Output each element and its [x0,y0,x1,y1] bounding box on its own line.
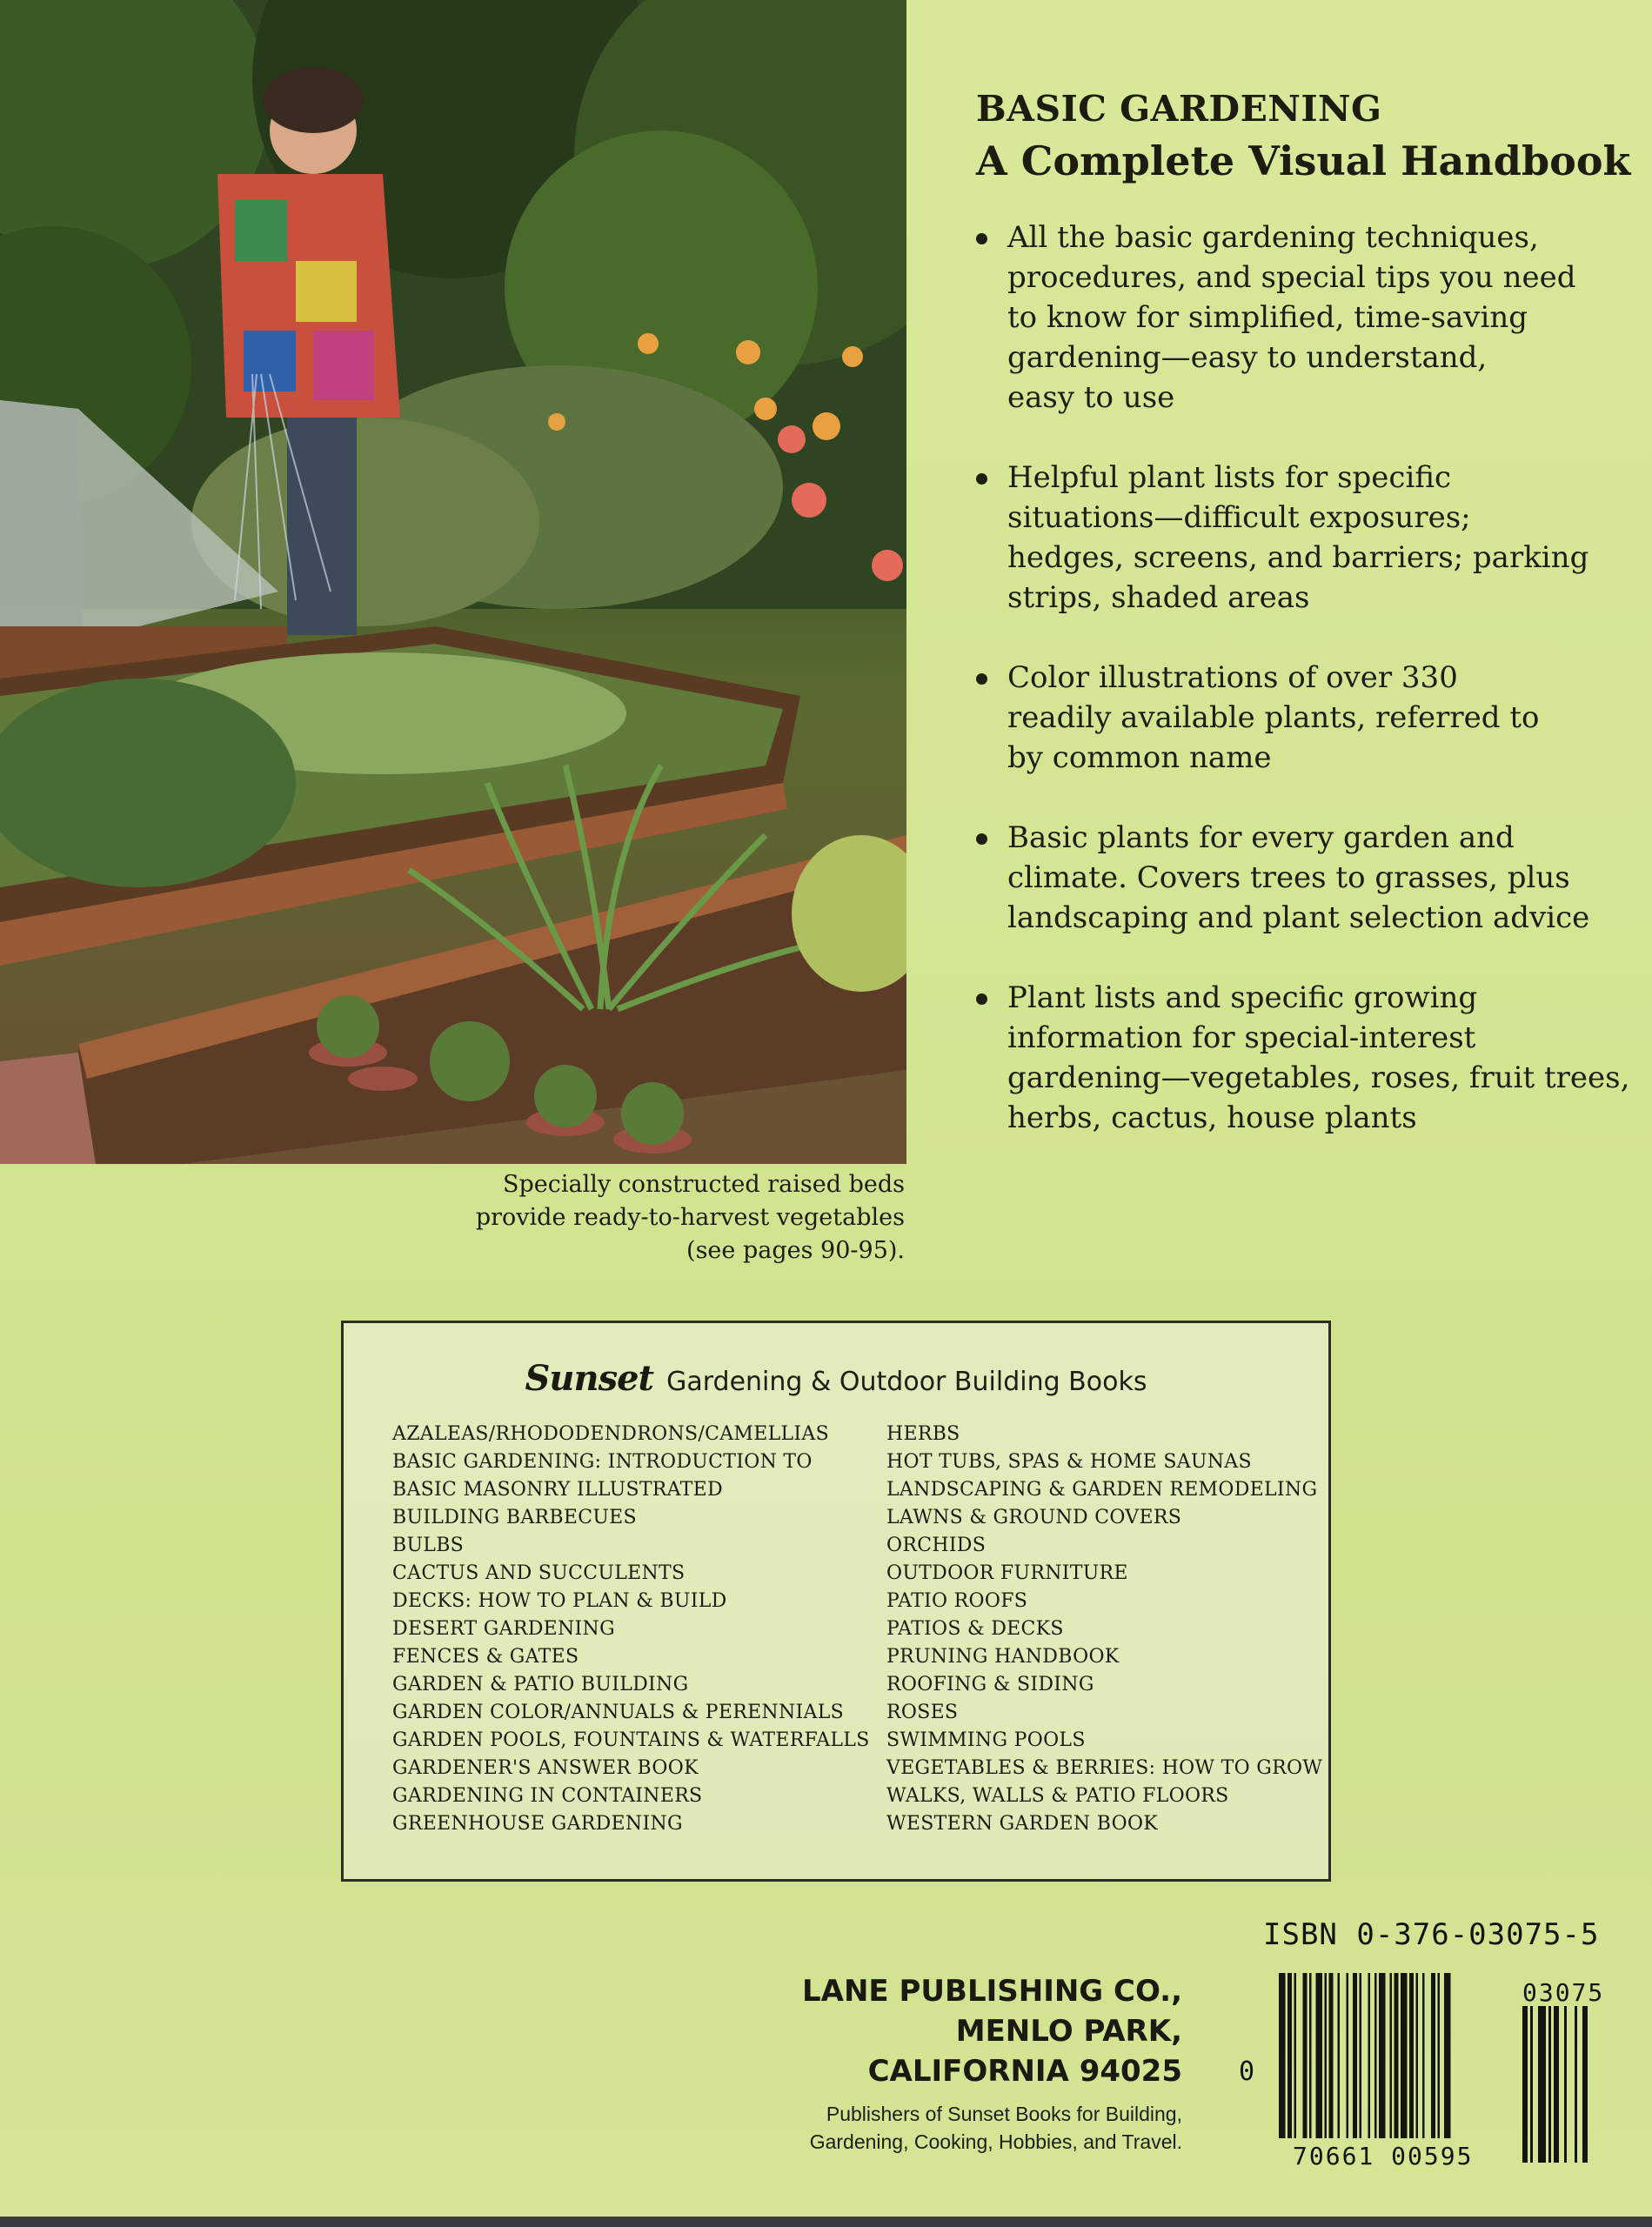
spacer [976,778,1637,818]
feature-line: hedges, screens, and barriers; parking [1007,540,1589,575]
book-title-item: ORCHIDS [886,1535,987,1556]
book-title-item: SWIMMING POOLS [886,1729,1086,1751]
bullet-icon [976,473,987,485]
book-title-item: HOT TUBS, SPAS & HOME SAUNAS [886,1451,1252,1473]
barcode-bar [1395,1973,1399,2138]
book-title-item: ROSES [886,1702,959,1723]
book-title-item: DESERT GARDENING [392,1618,615,1640]
book-title-item: GARDEN & PATIO BUILDING [392,1674,689,1695]
bullet-icon [976,673,987,685]
barcode-bar [1431,1973,1435,2138]
barcode-bar [1294,1973,1297,2138]
barcode-bar [1374,1973,1377,2138]
book-title-item: BASIC GARDENING: INTRODUCTION TO [392,1451,813,1473]
scan-edge [0,2217,1652,2227]
barcode-bar [1338,1973,1341,2138]
barcode-supplement-bar [1575,2006,1577,2163]
publisher-line: MENLO PARK, [955,2014,1182,2049]
book-title-item: VEGETABLES & BERRIES: HOW TO GROW [886,1757,1323,1779]
tagline-line: Gardening, Cooking, Hobbies, and Travel. [809,2130,1182,2153]
feature-line: Helpful plant lists for specific [1007,460,1452,495]
book-series-title: Gardening & Outdoor Building Books [666,1367,1147,1397]
feature-item [976,978,1637,1138]
book-title-item: AZALEAS/RHODODENDRONS/CAMELLIAS [392,1423,829,1445]
book-list-left [392,1421,870,1838]
feature-item [976,217,1637,418]
book-title-item: BULBS [392,1535,465,1556]
book-title-item: HERBS [886,1423,960,1445]
barcode-bar [1303,1973,1308,2138]
book-title-item: ROOFING & SIDING [886,1674,1094,1695]
bullet-icon [976,233,987,244]
garden-photo [0,0,906,1164]
barcode-number: 70661 00595 [1293,2142,1474,2170]
barcode-bar [1401,1973,1408,2138]
feature-line: landscaping and plant selection advice [1007,900,1590,935]
feature-line: Plant lists and specific growing [1007,980,1478,1015]
feature-line: procedures, and special tips you need [1007,260,1576,295]
publisher-tagline [810,2100,1182,2156]
book-title-item: FENCES & GATES [392,1646,579,1668]
barcode-bar [1422,1973,1425,2138]
barcode-bar [1390,1973,1393,2138]
barcode-bar [1416,1973,1419,2138]
feature-line: readily available plants, referred to [1007,700,1540,735]
publisher-address [802,1971,1182,2091]
book-list-right [886,1421,1322,1838]
feature-line: All the basic gardening techniques, [1007,220,1539,255]
book-title-item: BUILDING BARBECUES [392,1507,637,1528]
spacer [976,938,1637,978]
barcode-bar [1347,1973,1349,2138]
book-title-item: OUTDOOR FURNITURE [886,1562,1128,1584]
feature-line: to know for simplified, time-saving [1007,300,1528,335]
barcode-bar [1353,1973,1357,2138]
book-title-item: BASIC MASONRY ILLUSTRATED [392,1479,723,1501]
book-title-item: GARDEN POOLS, FOUNTAINS & WATERFALLS [392,1729,870,1751]
book-title-item: LANDSCAPING & GARDEN REMODELING [886,1479,1318,1501]
book-series-box [341,1321,1331,1882]
feature-line: easy to use [1007,380,1175,415]
barcode-bar [1360,1973,1362,2138]
book-title: BASIC GARDENING [976,88,1382,130]
book-title-item: WESTERN GARDEN BOOK [886,1813,1159,1835]
headline [976,84,1630,188]
barcode-bar [1444,1973,1451,2138]
barcode-bar [1316,1973,1323,2138]
feature-line: climate. Covers trees to grasses, plus [1007,860,1570,895]
feature-item [976,818,1637,938]
feature-line: gardening—vegetables, roses, fruit trees, [1007,1060,1630,1095]
book-series-heading [344,1358,1328,1399]
isbn-number: ISBN 0-376-03075-5 [1263,1917,1600,1952]
book-title-item: GREENHOUSE GARDENING [392,1813,683,1835]
barcode-bar [1309,1973,1312,2138]
book-title-item: GARDEN COLOR/ANNUALS & PERENNIALS [392,1702,844,1723]
feature-line: situations—difficult exposures; [1007,500,1471,535]
barcode-bar [1279,1973,1286,2138]
barcode-bar [1287,1973,1292,2138]
tagline-line: Publishers of Sunset Books for Building, [826,2103,1182,2125]
sunset-logo: Sunset [525,1358,654,1399]
barcode-supplement-bar [1548,2006,1551,2163]
barcode-bar [1379,1973,1386,2138]
barcode-bar [1368,1973,1371,2138]
barcode-bar [1325,1973,1328,2138]
barcode-supplement-bar [1554,2006,1559,2163]
feature-item [976,458,1637,618]
book-title-item: CACTUS AND SUCCULENTS [392,1562,686,1584]
feature-line: herbs, cactus, house plants [1007,1100,1417,1135]
book-title-item: GARDENER'S ANSWER BOOK [392,1757,699,1779]
barcode-supplement-bar [1530,2006,1533,2163]
book-title-item: GARDENING IN CONTAINERS [392,1785,703,1807]
publisher-line: CALIFORNIA 94025 [867,2054,1182,2089]
feature-item [976,658,1637,778]
caption-line: (see pages 90-95). [686,1237,905,1264]
barcode-supplement-bar [1582,2006,1588,2163]
barcode-prefix: 0 [1239,2056,1255,2087]
book-title-item: PATIO ROOFS [886,1590,1028,1612]
feature-list [976,217,1637,1138]
garden-photo-illustration [0,0,906,1164]
barcode-supplement-bar [1564,2006,1567,2163]
book-subtitle: A Complete Visual Handbook [976,137,1631,184]
feature-line: Basic plants for every garden and [1007,820,1515,855]
barcode-supplement-bar [1538,2006,1546,2163]
feature-line: gardening—easy to understand, [1007,340,1488,375]
book-title-item: WALKS, WALLS & PATIO FLOORS [886,1785,1229,1807]
spacer [976,618,1637,658]
book-title-item: LAWNS & GROUND COVERS [886,1507,1182,1528]
feature-line: information for special-interest [1007,1020,1476,1055]
barcode-bar [1438,1973,1441,2138]
publisher-line: LANE PUBLISHING CO., [802,1974,1182,2009]
feature-line: by common name [1007,740,1272,775]
feature-line: Color illustrations of over 330 [1007,660,1458,695]
feature-line: strips, shaded areas [1007,580,1310,615]
caption-line: provide ready-to-harvest vegetables [475,1204,905,1231]
photo-caption [383,1168,905,1267]
barcode-bar [1409,1973,1414,2138]
caption-line: Specially constructed raised beds [502,1171,905,1198]
book-title-item: PATIOS & DECKS [886,1618,1064,1640]
book-title-item: DECKS: HOW TO PLAN & BUILD [392,1590,727,1612]
spacer [976,418,1637,458]
bullet-icon [976,833,987,845]
barcode-supplement: 03075 [1522,1978,1605,2007]
barcode-supplement-bar [1522,2006,1528,2163]
bullet-icon [976,993,987,1005]
barcode-bar [1329,1973,1334,2138]
book-title-item: PRUNING HANDBOOK [886,1646,1120,1668]
